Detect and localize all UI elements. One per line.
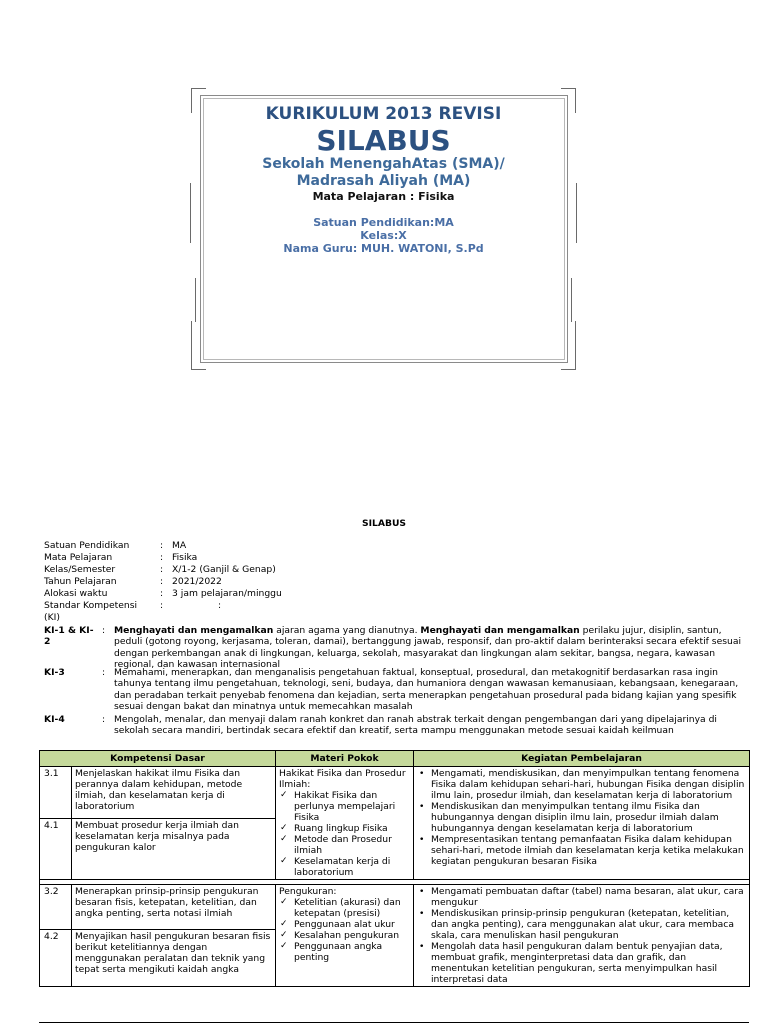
list-item: • Mengamati pembuatan daftar (tabel) nama besaran, alat ukur, cara mengukur bbox=[417, 886, 746, 908]
info-colon: : bbox=[160, 600, 164, 611]
materi-title: Hakikat Fisika dan Prosedur Ilmiah: bbox=[279, 768, 406, 790]
table-header-row bbox=[40, 751, 750, 767]
document-title: SILABUS bbox=[361, 518, 407, 529]
table-row bbox=[40, 767, 750, 819]
ki-label: KI-4 bbox=[44, 714, 65, 725]
info-value: Fisika bbox=[172, 552, 198, 563]
list-item: ✓ Metode dan Prosedur ilmiah bbox=[279, 834, 410, 856]
materi-title: Pengukuran: bbox=[279, 886, 337, 897]
kd-text: Menjelaskan hakikat ilmu Fisika dan perannya dalam kehidupan, metode ilmiah, dan keselamatan kerja di laboratorium bbox=[72, 767, 276, 819]
cover-curriculum: KURIKULUM 2013 REVISI bbox=[265, 104, 502, 124]
list-item: • Mendiskusikan dan menyimpulkan tentang ilmu Fisika dan hubungannya dengan disiplin ilmu lain, prosedur ilmiah dalam hubungannya dengan keselamatan kerja di laboratorium bbox=[417, 801, 746, 834]
ki-text: Memahami, menerapkan, dan menganalisis pengetahuan faktual, konseptual, prosedural, dan metakognitif berdasarkan rasa ingin tahunya tentang ilmu pengetahuan, teknologi, seni, budaya, dan humaniora dengan wawasan kemanusiaan, kebangsaan, kenegaraan, dan peradaban terkait penyebab fenomena dan kejadian, serta menerapkan pengetahuan prosedural pada bidang kajian yang spesifik sesuai dengan bakat dan minatnya untuk memecahkan masalah bbox=[114, 667, 739, 713]
materi-list bbox=[279, 790, 410, 878]
info-colon: : bbox=[160, 552, 164, 563]
ki-colon: : bbox=[102, 714, 106, 725]
cover-satuan: Satuan Pendidikan:MA bbox=[313, 216, 454, 229]
cover-subject: Mata Pelajaran : Fisika bbox=[312, 190, 455, 203]
list-item: ✓ Ruang lingkup Fisika bbox=[279, 823, 410, 834]
cover-title: SILABUS bbox=[316, 124, 451, 157]
info-key: Mata Pelajaran bbox=[44, 552, 113, 563]
side-ornament bbox=[195, 278, 196, 322]
info-key: Kelas/Semester bbox=[44, 564, 116, 575]
cover-frame bbox=[191, 88, 576, 370]
cover-school-line2: Madrasah Aliyah (MA) bbox=[296, 173, 471, 189]
table-row bbox=[40, 885, 750, 930]
silabus-table bbox=[39, 750, 750, 987]
info-value: X/1-2 (Ganjil & Genap) bbox=[172, 564, 276, 575]
materi-cell bbox=[276, 885, 414, 987]
ki-colon: : bbox=[102, 625, 106, 636]
materi-list bbox=[279, 897, 410, 963]
ki-text: Mengolah, menalar, dan menyaji dalam ranah konkret dan ranah abstrak terkait dengan pengembangan dari yang dipelajarinya di sekolah secara mandiri, bertindak secara efektif dan kreatif, serta mampu menggunakan metode sesuai kaidah keilmuan bbox=[114, 714, 717, 737]
kegiatan-list bbox=[417, 886, 746, 985]
cover-school-line1: Sekolah MenengahAtas (SMA)/ bbox=[262, 156, 505, 172]
info-key: Satuan Pendidikan bbox=[44, 540, 130, 551]
info-colon: : bbox=[160, 576, 164, 587]
ki-label: KI-3 bbox=[44, 667, 65, 678]
ki-label: KI-1 & KI- 2 bbox=[44, 625, 94, 648]
materi-cell bbox=[276, 767, 414, 880]
kd-number: 4.1 bbox=[40, 818, 72, 879]
kd-number: 3.2 bbox=[40, 885, 72, 930]
list-item: ✓ Hakikat Fisika dan perlunya mempelajari Fisika bbox=[279, 790, 410, 823]
side-ornament bbox=[571, 278, 572, 322]
header-kompetensi-dasar: Kompetensi Dasar bbox=[40, 751, 276, 767]
list-item: ✓ Keselamatan kerja di laboratorium bbox=[279, 856, 410, 878]
ki-colon: : bbox=[102, 667, 106, 678]
kd-text: Membuat prosedur kerja ilmiah dan keselamatan kerja misalnya pada pengukuran kalor bbox=[72, 818, 276, 879]
side-ornament bbox=[576, 183, 577, 243]
corner-ornament bbox=[191, 321, 206, 370]
list-item: ✓ Penggunaan alat ukur bbox=[279, 919, 410, 930]
cover-school bbox=[191, 156, 576, 190]
cover-details bbox=[191, 216, 576, 255]
header-kegiatan: Kegiatan Pembelajaran bbox=[414, 751, 750, 767]
info-value: 3 jam pelajaran/minggu bbox=[172, 588, 282, 599]
cover-guru: Nama Guru: MUH. WATONI, S.Pd bbox=[283, 242, 484, 255]
kegiatan-cell bbox=[414, 767, 750, 880]
info-value: 2021/2022 bbox=[172, 576, 222, 587]
kd-number: 4.2 bbox=[40, 929, 72, 986]
kd-text: Menyajikan hasil pengukuran besaran fisis berikut ketelitiannya dengan menggunakan peralatan dan teknik yang tepat serta mengikuti kaidah angka bbox=[72, 929, 276, 986]
kegiatan-list bbox=[417, 768, 746, 867]
list-item: ✓ Kesalahan pengukuran bbox=[279, 930, 410, 941]
list-item: ✓ Penggunaan angka penting bbox=[279, 941, 410, 963]
list-item: • Mengolah data hasil pengukuran dalam bentuk penyajian data, membuat grafik, menginterpretasi data dan grafik, dan menentukan ketelitian pengukuran, serta menyimpulkan hasil interpretasi data bbox=[417, 941, 746, 985]
list-item: ✓ Ketelitian (akurasi) dan ketepatan (presisi) bbox=[279, 897, 410, 919]
cover-kelas: Kelas:X bbox=[360, 229, 407, 242]
list-item: • Mempresentasikan tentang pemanfaatan Fisika dalam kehidupan sehari-hari, metode ilmiah dan keselamatan kerja ketika melakukan kegiatan pengukuran besaran Fisika bbox=[417, 834, 746, 867]
info-key: Alokasi waktu bbox=[44, 588, 108, 599]
info-value: MA bbox=[172, 540, 187, 551]
info-value: : bbox=[218, 600, 222, 611]
ki-text: Menghayati dan mengamalkan ajaran agama yang dianutnya. Menghayati dan mengamalkan perilaku jujur, disiplin, santun, peduli (gotong royong, kerjasama, toleran, damai), bertanggung jawab, responsif, dan pro-aktif dalam berinteraksi secara efektif sesuai dengan perkembangan anak di lingkungan, keluarga, sekolah, masyarakat dan lingkungan alam sekitar, bangsa, negara, kawasan regional, dan kawasan internasional bbox=[114, 625, 742, 671]
list-item: • Mengamati, mendiskusikan, dan menyimpulkan tentang fenomena Fisika dalam kehidupan sehari-hari, hubungan Fisika dengan disiplin ilmu lain, prosedur ilmiah, dan keselamatan kerja di laboratorium bbox=[417, 768, 746, 801]
header-materi-pokok: Materi Pokok bbox=[276, 751, 414, 767]
kd-text: Menerapkan prinsip-prinsip pengukuran besaran fisis, ketepatan, ketelitian, dan angka penting, serta notasi ilmiah bbox=[72, 885, 276, 930]
info-colon: : bbox=[160, 564, 164, 575]
page-divider bbox=[39, 1022, 749, 1023]
list-item: • Mendiskusikan prinsip-prinsip pengukuran (ketepatan, ketelitian, dan angka penting), cara menggunakan alat ukur, cara membaca skala, cara menuliskan hasil pengukuran bbox=[417, 908, 746, 941]
kd-number: 3.1 bbox=[40, 767, 72, 819]
info-colon: : bbox=[160, 588, 164, 599]
info-colon: : bbox=[160, 540, 164, 551]
info-key: Tahun Pelajaran bbox=[44, 576, 117, 587]
info-key: Standar Kompetensi bbox=[44, 600, 138, 611]
corner-ornament bbox=[561, 321, 576, 370]
kegiatan-cell bbox=[414, 885, 750, 987]
